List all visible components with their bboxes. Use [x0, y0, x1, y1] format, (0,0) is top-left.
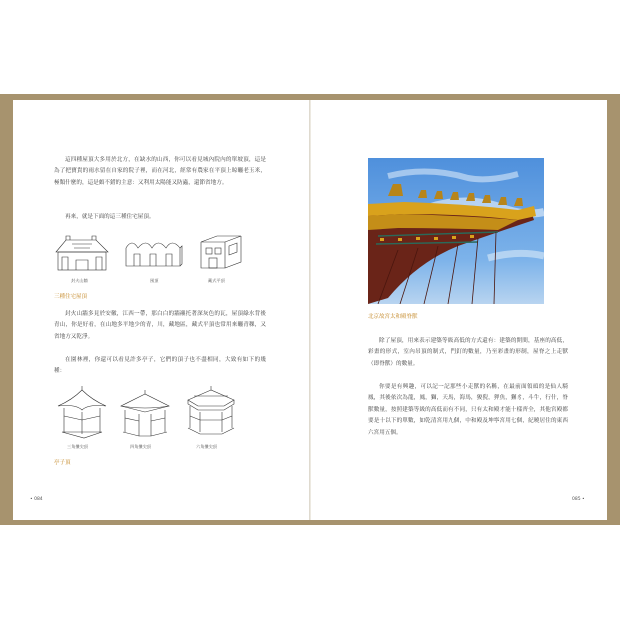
hexagonal-pavilion-sketch [182, 384, 240, 440]
next-house-paragraph: 再來，就是下面的這三種住宅屋頂。 [65, 214, 155, 220]
pavilion-label-triangle: 三角攢尖頂 [67, 444, 88, 449]
photo-caption: 北京故宮太和殿脊獸 [368, 314, 418, 320]
tibetan-flat-roof-house-sketch [195, 232, 247, 276]
right-page-number: 085 • [572, 497, 585, 502]
rounded-roof-house-sketch [122, 232, 184, 276]
pavilion-label-square: 四角攢尖頂 [130, 444, 151, 449]
house-label-fenghuo: 封火山牆 [71, 278, 88, 283]
ranking-paragraph: 除了屋頂，用來表示建築等級高低的方式還有：建築的開間，基座的高低，彩畫的形式，室內吊頂的制式，門釘的數量，乃至彩畫的形制，屋脊之上走獸（即脊獸）的數量。 [368, 338, 568, 367]
house-label-zangshi: 藏式平頂 [208, 278, 225, 283]
fenghuo-paragraph: 封火山牆多見於安徽，江西一帶，那白白的牆襯托著深灰色的瓦，屋頂綠水背後青山，你是好看，在山地多平地少的青，川，藏地區，藏式平頂也常用來曬青稞，又省地方又乾淨。 [54, 311, 266, 340]
book-gutter [309, 100, 311, 520]
ridge-beasts-paragraph: 你要是有興趣，可以記一記那些小走獸的名稱，在最前面領頭的是仙人騎鳳，其後依次為龍，鳳，獅，天馬，海馬，狻猊，狎魚，獬豸，斗牛，行什，脊獸數量，按照建築等級的高低而有不同，只有太和殿才能十樣齊全，其他宮殿都要是十以下的單數，如乾清宮用九個，中和殿及坤寧宮用七個，紀曉居住的東西六宮用五個。 [368, 384, 568, 436]
house-label-dunding: 囤頂 [150, 278, 159, 283]
garden-pavilion-paragraph: 在園林裡，你還可以看見許多亭子，它們的頂子也不盡相同，大致有如下的幾種： [54, 357, 266, 375]
pavilion-label-hexagon: 六角攢尖頂 [196, 444, 217, 449]
triangular-pavilion-sketch [54, 384, 110, 440]
square-pavilion-sketch [117, 388, 173, 440]
taihedian-roof-photo [368, 158, 544, 304]
intro-paragraph: 這四種屋頂大多用於北方，在缺水的山西，你可以看見城內院內的單坡頂，這是為了把寶貴的雨水留在自家的院子裡，而在河北，經常有農家在平頂上晾曬老玉米，極類什麼的，這是頗不錯的主意：又利用太陽能又防蟲，還節省地方。 [54, 157, 266, 186]
left-page-number: • 084 [30, 497, 43, 502]
fenghuo-gable-house-sketch [52, 230, 114, 276]
pavilion-roofs-caption: 亭子頂 [54, 460, 71, 466]
house-roofs-caption: 三種住宅屋頂 [54, 294, 88, 300]
